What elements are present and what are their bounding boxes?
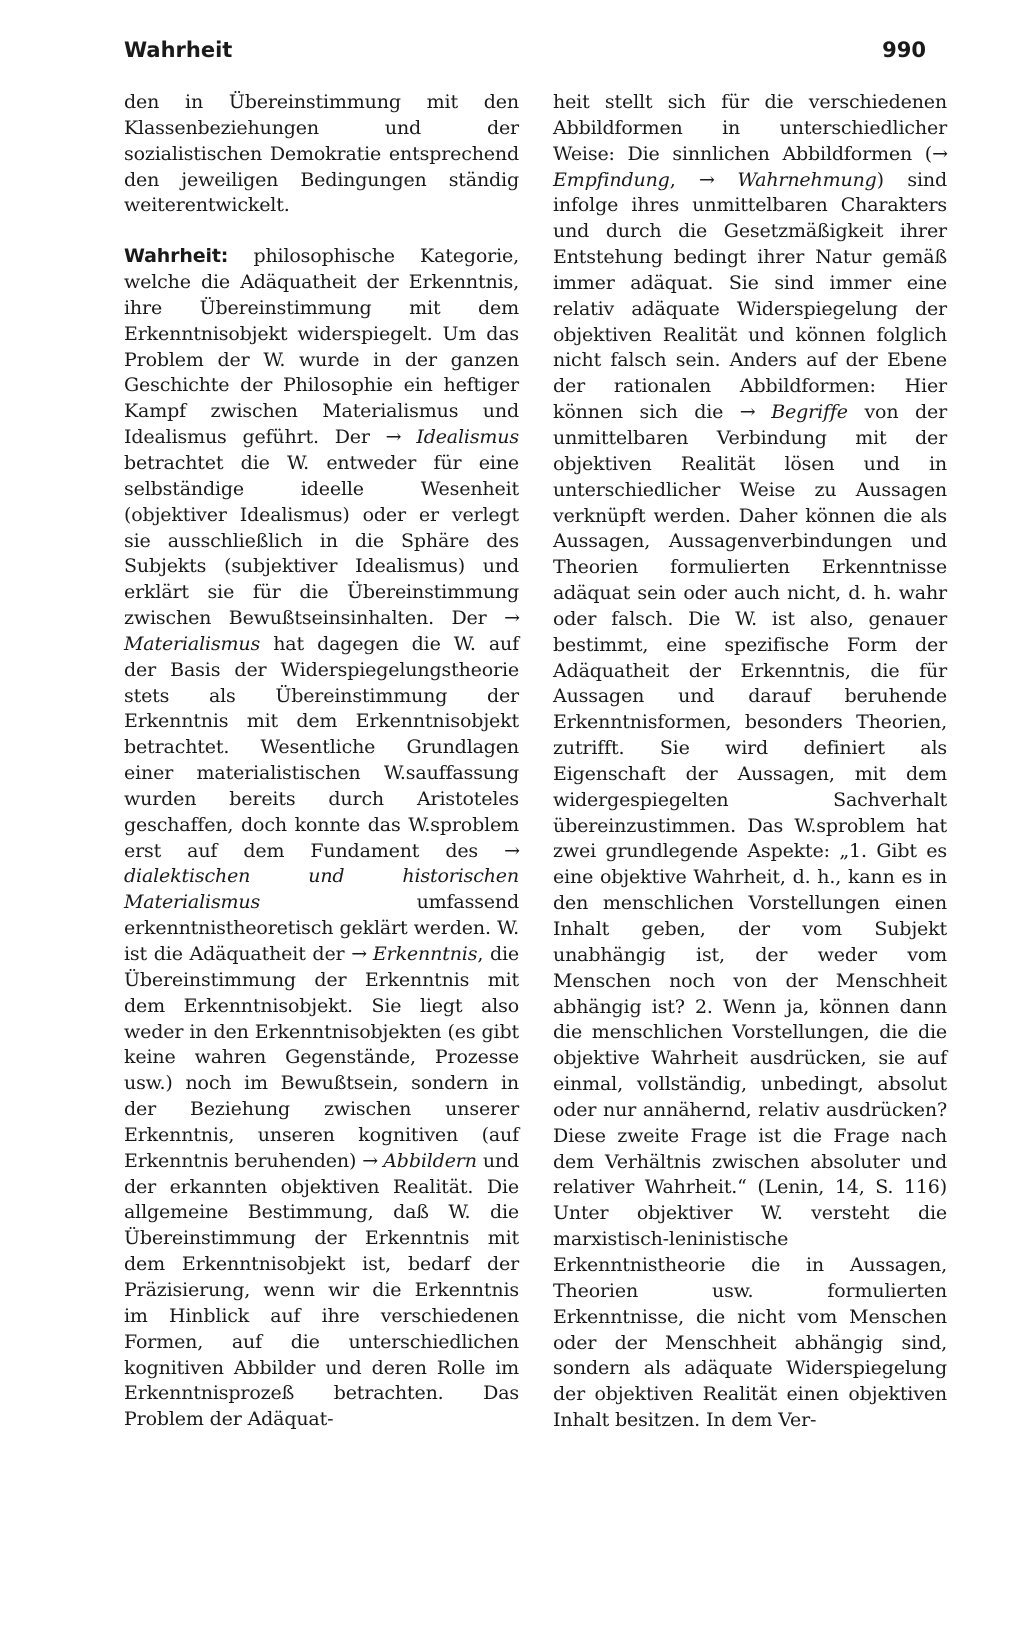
entry-text: philosophische Kategorie, welche die Adäquatheit der Erkenntnis, ihre Übereinstimmung mit dem Erkenntnisobjekt widerspiegelt. Um das Problem der W. wurde in der ganzen Geschichte der Philosophie ein heftiger Kampf zwischen Materialismus und Idealismus geführt. Der — [124, 245, 519, 449]
entry-text: heit stellt sich für die verschiedenen Abbildformen in unterschiedlicher Weise: Die sinnlichen Abbildformen ( — [553, 91, 947, 165]
cross-reference-dialektischen-materialismus[interactable]: dialektischen und historischen Materialismus — [124, 865, 519, 914]
cross-reference-erkenntnis[interactable]: Erkenntnis — [372, 943, 478, 965]
cross-reference-arrow-icon: → — [699, 168, 714, 191]
entry-headword: Wahrheit: — [124, 245, 229, 268]
cross-reference-idealismus[interactable]: Idealismus — [416, 426, 519, 449]
page-number: 990 — [882, 38, 926, 62]
cross-reference-abbildern[interactable]: Abbildern — [383, 1149, 477, 1172]
entry-text: von der unmittelbaren Verbindung mit der objektiven Realität lösen und in unterschiedlicher Weise zu Aussagen verknüpft werden. Daher können die als Aussagen, Aussagenverbindungen und Theorien formulierten Erkenntnisse adäquat sein oder auch nicht, d. h. wahr oder falsch. Die W. ist also, genauer bestimmt, eine spezifische Form der Adäquatheit der Erkenntnis, die für Aussagen und darauf beruhende Erkenntnisformen, besonders Theorien, zutrifft. Sie wird definiert als Eigenschaft der Aussagen, mit dem widergespiegelten Sachverhalt übereinzustimmen. Das W.sproblem hat zwei grundlegende Aspekte: „1. Gibt es eine objektive Wahrheit, d. h., kann es in den menschlichen Vorstellungen einen Inhalt geben, der vom Subjekt unabhängig ist, der weder vom Menschen noch von der Menschheit abhängig ist? 2. Wenn ja, können dann die menschlichen Vorstellungen, die die objektive Wahrheit ausdrücken, sie auf einmal, vollständig, unbedingt, absolut oder nur annähernd, relativ ausdrücken? Diese zweite Frage ist die Frage nach dem Verhältnis zwischen absoluter und relativer Wahrheit.“ (Lenin, 14, S. 116) Unter objektiver W. versteht die marxistisch-leninistische Erkenntnistheorie die in Aussagen, Theorien usw. formulierten Erkenntnisse, die nicht vom Menschen oder der Menschheit abhängig sind, sondern als adäquate Widerspiegelung der objektiven Realität einen objektiven Inhalt besitzen. In dem Ver- — [553, 401, 947, 1432]
entry-text: betrachtet die W. entweder für eine selbständige ideelle Wesenheit (objektiver Idealismus) oder er verlegt sie ausschließlich in die Sphäre des Subjekts (subjektiver Idealismus) und erklärt sie für die Übereinstimmung zwischen Bewußtseinsinhalten. Der — [124, 451, 519, 630]
running-head — [124, 38, 926, 74]
cross-reference-empfindung[interactable]: Empfindung — [553, 168, 670, 191]
paragraph-continuation: den in Übereinstimmung mit den Klassenbeziehungen und der sozialistischen Demokratie entsprechend den jeweiligen Bedingungen ständig weiterentwickelt. — [124, 91, 519, 217]
cross-reference-wahrnehmung[interactable]: Wahrnehmung — [737, 168, 877, 191]
cross-reference-arrow-icon: → — [932, 142, 947, 165]
entry-text: , die Übereinstimmung der Erkenntnis mit dem Erkenntnisobjekt. Sie liegt also weder in den Erkenntnisobjekten (es gibt keine wahren Gegenstände, Prozesse usw.) noch im Bewußtsein, sondern in der Beziehung zwischen unserer Erkenntnis, unseren kognitiven (auf Erkenntnis beruhenden) — [124, 943, 519, 1172]
entry-text: und der erkannten objektiven Realität. Die allgemeine Bestimmung, daß W. die Übereinstimmung der Erkenntnis mit dem Erkenntnisobjekt ist, bedarf der Präzisierung, wenn wir die Erkenntnis im Hinblick auf ihre verschiedenen Formen, auf die unterschiedlichen kognitiven Abbilder und deren Rolle im Erkenntnisprozeß betrachten. Das Problem der Adäquat- — [124, 1149, 520, 1431]
entry-text: ) sind infolge ihres unmittelbaren Charakters und durch die Gesetzmäßigkeit ihrer Entstehung bedingt ihrer Natur gemäß immer adäquat. Sie sind immer eine relativ adäquate Widerspiegelung der objektiven Realität und können folglich nicht falsch sein. Anders auf der Ebene der rationalen Abbildformen: Hier können sich die — [553, 168, 948, 424]
cross-reference-materialismus[interactable]: Materialismus — [124, 632, 261, 655]
cross-reference-arrow-icon: → — [385, 426, 401, 449]
cross-reference-arrow-icon: → — [504, 607, 519, 630]
cross-reference-arrow-icon: → — [504, 839, 519, 862]
left-column — [124, 90, 519, 1433]
entry-continuation — [553, 90, 947, 1434]
cross-reference-arrow-icon: → — [362, 1149, 378, 1172]
entry-text: hat dagegen die W. auf der Basis der Widerspiegelungstheorie stets als Übereinstimmung der Erkenntnis mit dem Erkenntnisobjekt betrachtet. Wesentliche Grundlagen einer materialistischen W.sauffassung wurden bereits durch Aristoteles geschaffen, doch konnte das W.sproblem erst auf dem Fundament des — [124, 632, 519, 862]
entry-text: , — [669, 168, 700, 191]
entry-wahrheit — [124, 244, 519, 1433]
cross-reference-arrow-icon: → — [739, 401, 755, 424]
running-head-title: Wahrheit — [124, 38, 233, 62]
entry-text: umfassend erkenntnistheoretisch geklärt werden. W. ist die Adäquatheit der — [124, 891, 519, 965]
cross-reference-begriffe[interactable]: Begriffe — [771, 401, 848, 424]
cross-reference-arrow-icon: → — [351, 943, 367, 965]
right-column — [553, 90, 947, 1434]
